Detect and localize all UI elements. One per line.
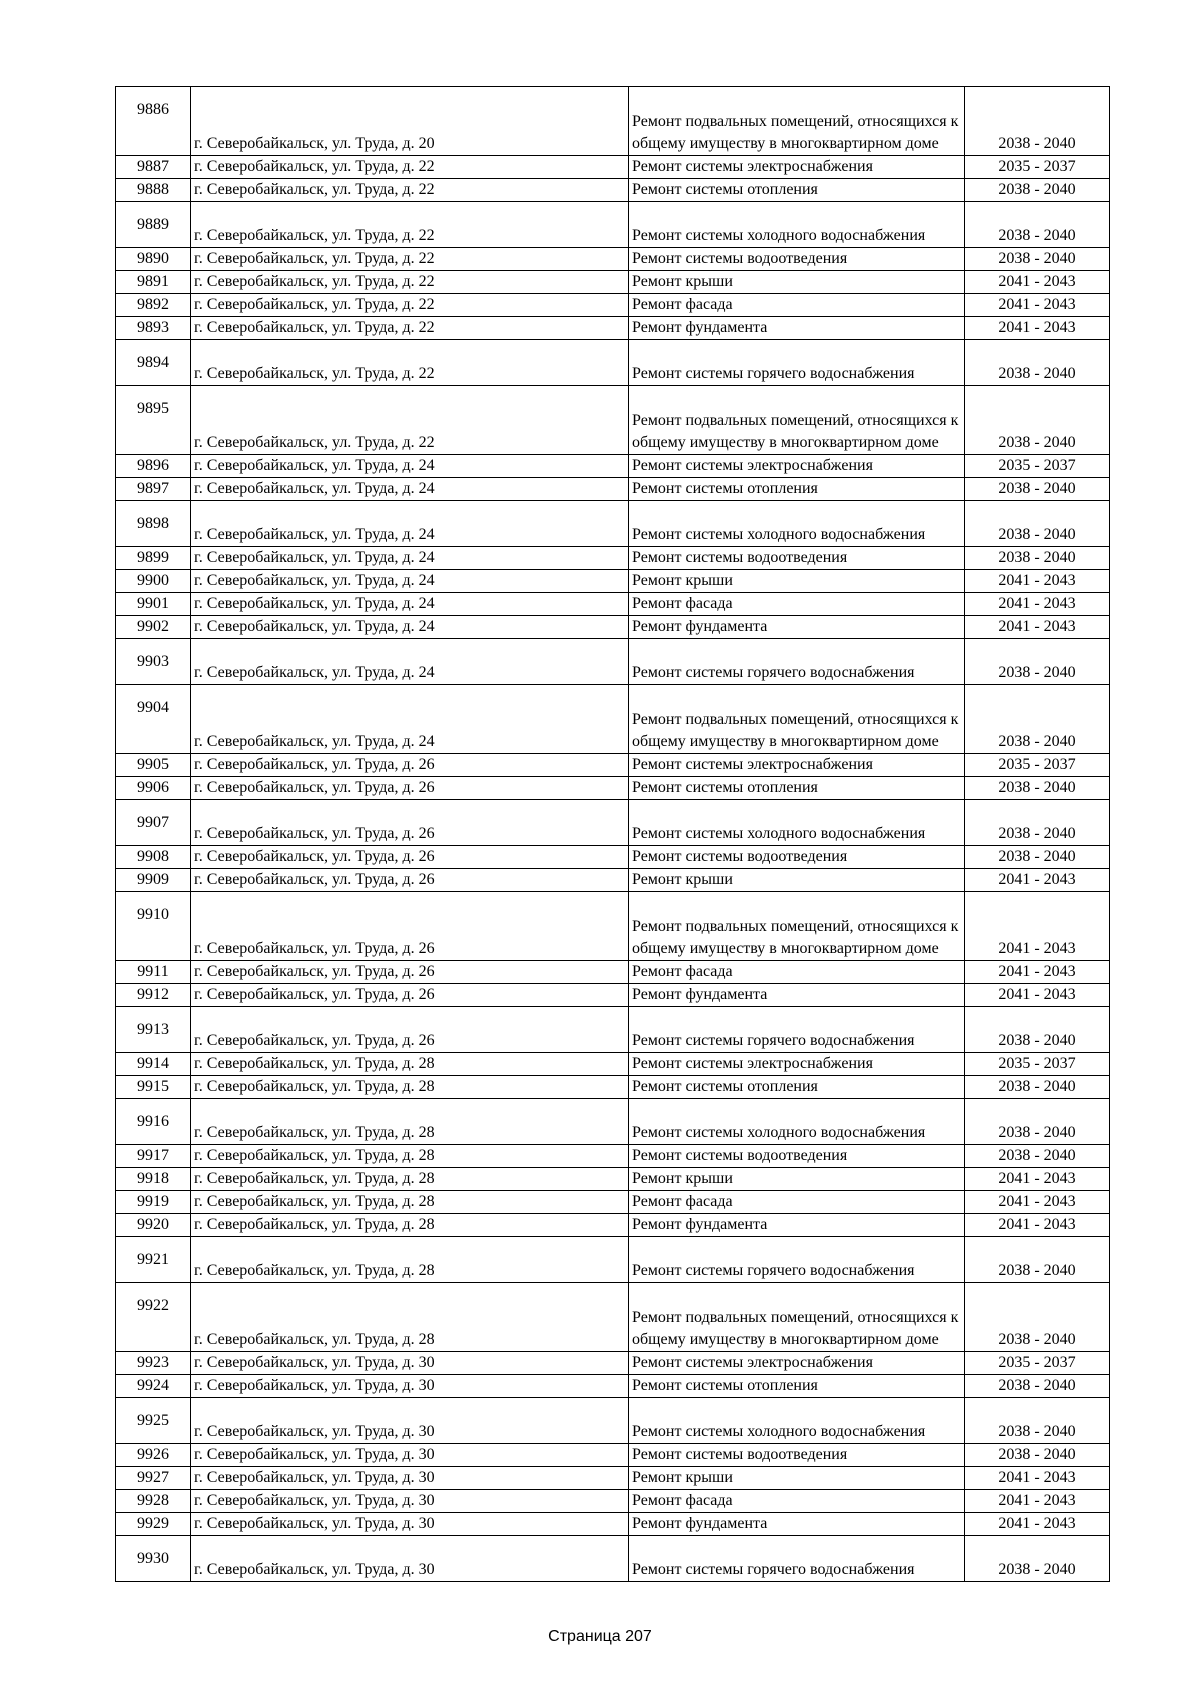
address-cell: г. Северобайкальск, ул. Труда, д. 30 [191,1352,629,1375]
address-cell: г. Северобайкальск, ул. Труда, д. 28 [191,1053,629,1076]
row-number: 9906 [137,779,169,796]
period-cell: 2038 - 2040 [965,685,1110,754]
address-cell: г. Северобайкальск, ул. Труда, д. 22 [191,156,629,179]
period-cell: 2038 - 2040 [965,501,1110,547]
table-row [116,1536,1110,1582]
page-number: Страница 207 [548,1628,652,1645]
row-number-cell [116,1168,191,1191]
table-row [116,340,1110,386]
period-cell: 2038 - 2040 [965,1375,1110,1398]
work-type-cell: Ремонт системы холодного водоснабжения [629,800,965,846]
address-cell: г. Северобайкальск, ул. Труда, д. 22 [191,340,629,386]
row-number-cell [116,961,191,984]
period-cell: 2038 - 2040 [965,1283,1110,1352]
row-number: 9916 [137,1113,169,1130]
row-number: 9897 [137,480,169,497]
row-number: 9911 [137,963,169,980]
row-number-cell [116,1536,191,1582]
row-number: 9893 [137,319,169,336]
address-cell: г. Северобайкальск, ул. Труда, д. 22 [191,294,629,317]
address-cell: г. Северобайкальск, ул. Труда, д. 22 [191,179,629,202]
period-cell: 2038 - 2040 [965,87,1110,156]
work-type-cell: Ремонт системы горячего водоснабжения [629,1007,965,1053]
period-cell: 2041 - 2043 [965,1490,1110,1513]
work-type-cell: Ремонт крыши [629,570,965,593]
row-number-cell [116,156,191,179]
row-number: 9905 [137,756,169,773]
work-type-cell: Ремонт системы холодного водоснабжения [629,501,965,547]
row-number-cell [116,639,191,685]
row-number-cell [116,179,191,202]
table-row [116,1076,1110,1099]
work-type-cell: Ремонт фасада [629,1490,965,1513]
table-row [116,1444,1110,1467]
table-row [116,777,1110,800]
period-cell: 2038 - 2040 [965,1536,1110,1582]
row-number-cell [116,455,191,478]
work-type-cell: Ремонт системы холодного водоснабжения [629,202,965,248]
work-type-cell: Ремонт системы водоотведения [629,547,965,570]
address-cell: г. Северобайкальск, ул. Труда, д. 28 [191,1283,629,1352]
row-number-cell [116,754,191,777]
work-type-cell: Ремонт крыши [629,869,965,892]
work-type-cell: Ремонт системы горячего водоснабжения [629,340,965,386]
work-type-cell: Ремонт системы отопления [629,1076,965,1099]
row-number: 9923 [137,1354,169,1371]
row-number-cell [116,1214,191,1237]
period-cell: 2038 - 2040 [965,1099,1110,1145]
table-row [116,386,1110,455]
row-number-cell [116,1398,191,1444]
row-number: 9907 [137,814,169,831]
period-cell: 2038 - 2040 [965,846,1110,869]
period-cell: 2038 - 2040 [965,340,1110,386]
row-number-cell [116,892,191,961]
row-number: 9888 [137,181,169,198]
row-number-cell [116,570,191,593]
work-type-cell: Ремонт крыши [629,271,965,294]
work-type-cell: Ремонт системы отопления [629,179,965,202]
table-row [116,1237,1110,1283]
document-page [115,86,1109,1582]
work-type-cell: Ремонт системы электроснабжения [629,156,965,179]
table-row [116,1467,1110,1490]
work-type-cell: Ремонт системы горячего водоснабжения [629,1237,965,1283]
work-type-cell: Ремонт системы отопления [629,478,965,501]
address-cell: г. Северобайкальск, ул. Труда, д. 24 [191,593,629,616]
work-type-cell: Ремонт системы водоотведения [629,248,965,271]
row-number: 9918 [137,1170,169,1187]
table-row [116,570,1110,593]
period-cell: 2038 - 2040 [965,639,1110,685]
address-cell: г. Северобайкальск, ул. Труда, д. 22 [191,386,629,455]
table-row [116,1099,1110,1145]
address-cell: г. Северобайкальск, ул. Труда, д. 24 [191,639,629,685]
row-number: 9915 [137,1078,169,1095]
work-type-cell: Ремонт системы отопления [629,777,965,800]
address-cell: г. Северобайкальск, ул. Труда, д. 22 [191,202,629,248]
row-number-cell [116,1053,191,1076]
row-number-cell [116,1283,191,1352]
table-row [116,1490,1110,1513]
row-number: 9910 [137,906,169,923]
row-number: 9909 [137,871,169,888]
period-cell: 2041 - 2043 [965,1214,1110,1237]
address-cell: г. Северобайкальск, ул. Труда, д. 26 [191,846,629,869]
address-cell: г. Северобайкальск, ул. Труда, д. 22 [191,271,629,294]
row-number: 9898 [137,515,169,532]
row-number-cell [116,1076,191,1099]
row-number: 9928 [137,1492,169,1509]
work-type-cell: Ремонт подвальных помещений, относящихся к общему имуществу в многоквартирном доме [629,1283,965,1352]
period-cell: 2041 - 2043 [965,1191,1110,1214]
work-type-cell: Ремонт системы электроснабжения [629,1352,965,1375]
table-row [116,87,1110,156]
capital-repair-table [115,86,1110,1582]
row-number: 9892 [137,296,169,313]
row-number-cell [116,984,191,1007]
address-cell: г. Северобайкальск, ул. Труда, д. 24 [191,616,629,639]
address-cell: г. Северобайкальск, ул. Труда, д. 30 [191,1398,629,1444]
table-row [116,593,1110,616]
period-cell: 2041 - 2043 [965,570,1110,593]
table-row [116,892,1110,961]
table-row [116,754,1110,777]
work-type-cell: Ремонт системы горячего водоснабжения [629,639,965,685]
work-type-cell: Ремонт крыши [629,1467,965,1490]
row-number-cell [116,846,191,869]
table-row [116,800,1110,846]
work-type-cell: Ремонт системы горячего водоснабжения [629,1536,965,1582]
work-type-cell: Ремонт системы водоотведения [629,1444,965,1467]
work-type-cell: Ремонт фундамента [629,1513,965,1536]
period-cell: 2041 - 2043 [965,271,1110,294]
period-cell: 2035 - 2037 [965,156,1110,179]
work-type-cell: Ремонт фасада [629,294,965,317]
period-cell: 2041 - 2043 [965,1168,1110,1191]
work-type-cell: Ремонт системы холодного водоснабжения [629,1398,965,1444]
table-row [116,1145,1110,1168]
period-cell: 2041 - 2043 [965,1467,1110,1490]
row-number-cell [116,869,191,892]
address-cell: г. Северобайкальск, ул. Труда, д. 24 [191,455,629,478]
row-number-cell [116,1099,191,1145]
row-number-cell [116,1444,191,1467]
row-number: 9889 [137,216,169,233]
table-row [116,1283,1110,1352]
row-number-cell [116,248,191,271]
address-cell: г. Северобайкальск, ул. Труда, д. 26 [191,984,629,1007]
row-number-cell [116,340,191,386]
row-number-cell [116,800,191,846]
address-cell: г. Северобайкальск, ул. Труда, д. 24 [191,685,629,754]
address-cell: г. Северобайкальск, ул. Труда, д. 30 [191,1536,629,1582]
period-cell: 2038 - 2040 [965,1444,1110,1467]
address-cell: г. Северобайкальск, ул. Труда, д. 24 [191,501,629,547]
row-number: 9902 [137,618,169,635]
address-cell: г. Северобайкальск, ул. Труда, д. 26 [191,1007,629,1053]
work-type-cell: Ремонт системы отопления [629,1375,965,1398]
work-type-cell: Ремонт системы водоотведения [629,846,965,869]
address-cell: г. Северобайкальск, ул. Труда, д. 28 [191,1237,629,1283]
work-type-cell: Ремонт фасада [629,1191,965,1214]
address-cell: г. Северобайкальск, ул. Труда, д. 28 [191,1099,629,1145]
period-cell: 2038 - 2040 [965,179,1110,202]
address-cell: г. Северобайкальск, ул. Труда, д. 26 [191,869,629,892]
row-number-cell [116,777,191,800]
address-cell: г. Северобайкальск, ул. Труда, д. 30 [191,1444,629,1467]
address-cell: г. Северобайкальск, ул. Труда, д. 26 [191,892,629,961]
row-number: 9930 [137,1550,169,1567]
table-row [116,1214,1110,1237]
table-row [116,685,1110,754]
period-cell: 2038 - 2040 [965,478,1110,501]
address-cell: г. Северобайкальск, ул. Труда, д. 26 [191,754,629,777]
address-cell: г. Северобайкальск, ул. Труда, д. 30 [191,1490,629,1513]
table-row [116,271,1110,294]
period-cell: 2038 - 2040 [965,1237,1110,1283]
row-number: 9886 [137,101,169,118]
row-number: 9896 [137,457,169,474]
work-type-cell: Ремонт системы холодного водоснабжения [629,1099,965,1145]
period-cell: 2035 - 2037 [965,754,1110,777]
address-cell: г. Северобайкальск, ул. Труда, д. 24 [191,570,629,593]
table-row [116,547,1110,570]
row-number: 9921 [137,1251,169,1268]
table-row [116,1398,1110,1444]
table-row [116,984,1110,1007]
table-row [116,179,1110,202]
row-number-cell [116,386,191,455]
row-number: 9891 [137,273,169,290]
period-cell: 2041 - 2043 [965,869,1110,892]
row-number-cell [116,317,191,340]
period-cell: 2038 - 2040 [965,547,1110,570]
period-cell: 2038 - 2040 [965,1076,1110,1099]
row-number-cell [116,1145,191,1168]
table-row [116,1352,1110,1375]
row-number-cell [116,1467,191,1490]
table-row [116,1053,1110,1076]
row-number: 9914 [137,1055,169,1072]
row-number-cell [116,501,191,547]
table-row [116,639,1110,685]
period-cell: 2038 - 2040 [965,777,1110,800]
period-cell: 2041 - 2043 [965,1513,1110,1536]
address-cell: г. Северобайкальск, ул. Труда, д. 28 [191,1076,629,1099]
row-number: 9894 [137,354,169,371]
address-cell: г. Северобайкальск, ул. Труда, д. 30 [191,1513,629,1536]
row-number: 9924 [137,1377,169,1394]
period-cell: 2035 - 2037 [965,1352,1110,1375]
row-number-cell [116,1352,191,1375]
row-number: 9900 [137,572,169,589]
row-number-cell [116,478,191,501]
period-cell: 2041 - 2043 [965,616,1110,639]
period-cell: 2035 - 2037 [965,455,1110,478]
table-row [116,478,1110,501]
row-number: 9922 [137,1297,169,1314]
address-cell: г. Северобайкальск, ул. Труда, д. 22 [191,317,629,340]
row-number-cell [116,1375,191,1398]
address-cell: г. Северобайкальск, ул. Труда, д. 22 [191,248,629,271]
address-cell: г. Северобайкальск, ул. Труда, д. 30 [191,1375,629,1398]
row-number: 9919 [137,1193,169,1210]
row-number: 9920 [137,1216,169,1233]
row-number-cell [116,202,191,248]
work-type-cell: Ремонт подвальных помещений, относящихся к общему имуществу в многоквартирном доме [629,685,965,754]
work-type-cell: Ремонт фундамента [629,616,965,639]
period-cell: 2038 - 2040 [965,1398,1110,1444]
period-cell: 2035 - 2037 [965,1053,1110,1076]
work-type-cell: Ремонт системы водоотведения [629,1145,965,1168]
table-row [116,961,1110,984]
table-row [116,1007,1110,1053]
row-number: 9903 [137,653,169,670]
row-number: 9927 [137,1469,169,1486]
period-cell: 2041 - 2043 [965,317,1110,340]
address-cell: г. Северобайкальск, ул. Труда, д. 28 [191,1191,629,1214]
work-type-cell: Ремонт фасада [629,961,965,984]
row-number-cell [116,1007,191,1053]
table-row [116,455,1110,478]
period-cell: 2038 - 2040 [965,386,1110,455]
address-cell: г. Северобайкальск, ул. Труда, д. 26 [191,961,629,984]
work-type-cell: Ремонт подвальных помещений, относящихся к общему имуществу в многоквартирном доме [629,386,965,455]
row-number-cell [116,616,191,639]
address-cell: г. Северобайкальск, ул. Труда, д. 20 [191,87,629,156]
table-row [116,294,1110,317]
table-row [116,1168,1110,1191]
work-type-cell: Ремонт подвальных помещений, относящихся к общему имуществу в многоквартирном доме [629,892,965,961]
table-row [116,1191,1110,1214]
work-type-cell: Ремонт фундамента [629,1214,965,1237]
address-cell: г. Северобайкальск, ул. Труда, д. 28 [191,1145,629,1168]
table-row [116,156,1110,179]
work-type-cell: Ремонт фундамента [629,317,965,340]
work-type-cell: Ремонт крыши [629,1168,965,1191]
row-number-cell [116,1490,191,1513]
work-type-cell: Ремонт системы электроснабжения [629,455,965,478]
row-number: 9929 [137,1515,169,1532]
row-number: 9917 [137,1147,169,1164]
work-type-cell: Ремонт фасада [629,593,965,616]
address-cell: г. Северобайкальск, ул. Труда, д. 28 [191,1214,629,1237]
row-number: 9908 [137,848,169,865]
row-number: 9899 [137,549,169,566]
table-row [116,248,1110,271]
address-cell: г. Северобайкальск, ул. Труда, д. 24 [191,547,629,570]
row-number: 9926 [137,1446,169,1463]
table-row [116,202,1110,248]
period-cell: 2038 - 2040 [965,800,1110,846]
period-cell: 2038 - 2040 [965,248,1110,271]
address-cell: г. Северобайкальск, ул. Труда, д. 26 [191,800,629,846]
row-number-cell [116,685,191,754]
period-cell: 2041 - 2043 [965,593,1110,616]
work-type-cell: Ремонт подвальных помещений, относящихся к общему имуществу в многоквартирном доме [629,87,965,156]
period-cell: 2041 - 2043 [965,892,1110,961]
table-row [116,501,1110,547]
row-number-cell [116,547,191,570]
table-row [116,869,1110,892]
row-number: 9904 [137,699,169,716]
period-cell: 2041 - 2043 [965,961,1110,984]
address-cell: г. Северобайкальск, ул. Труда, д. 24 [191,478,629,501]
row-number: 9913 [137,1021,169,1038]
table-row [116,616,1110,639]
table-row [116,846,1110,869]
row-number-cell [116,1237,191,1283]
row-number-cell [116,87,191,156]
work-type-cell: Ремонт системы электроснабжения [629,754,965,777]
row-number: 9887 [137,158,169,175]
row-number-cell [116,593,191,616]
address-cell: г. Северобайкальск, ул. Труда, д. 30 [191,1467,629,1490]
period-cell: 2041 - 2043 [965,984,1110,1007]
period-cell: 2041 - 2043 [965,294,1110,317]
address-cell: г. Северобайкальск, ул. Труда, д. 28 [191,1168,629,1191]
table-row [116,317,1110,340]
address-cell: г. Северобайкальск, ул. Труда, д. 26 [191,777,629,800]
row-number-cell [116,1513,191,1536]
work-type-cell: Ремонт фундамента [629,984,965,1007]
table-row [116,1375,1110,1398]
table-row [116,1513,1110,1536]
period-cell: 2038 - 2040 [965,1007,1110,1053]
row-number-cell [116,1191,191,1214]
row-number: 9912 [137,986,169,1003]
period-cell: 2038 - 2040 [965,202,1110,248]
row-number-cell [116,294,191,317]
period-cell: 2038 - 2040 [965,1145,1110,1168]
row-number: 9890 [137,250,169,267]
table-body [116,87,1110,1582]
row-number: 9925 [137,1412,169,1429]
row-number: 9901 [137,595,169,612]
work-type-cell: Ремонт системы электроснабжения [629,1053,965,1076]
row-number-cell [116,271,191,294]
row-number: 9895 [137,400,169,417]
